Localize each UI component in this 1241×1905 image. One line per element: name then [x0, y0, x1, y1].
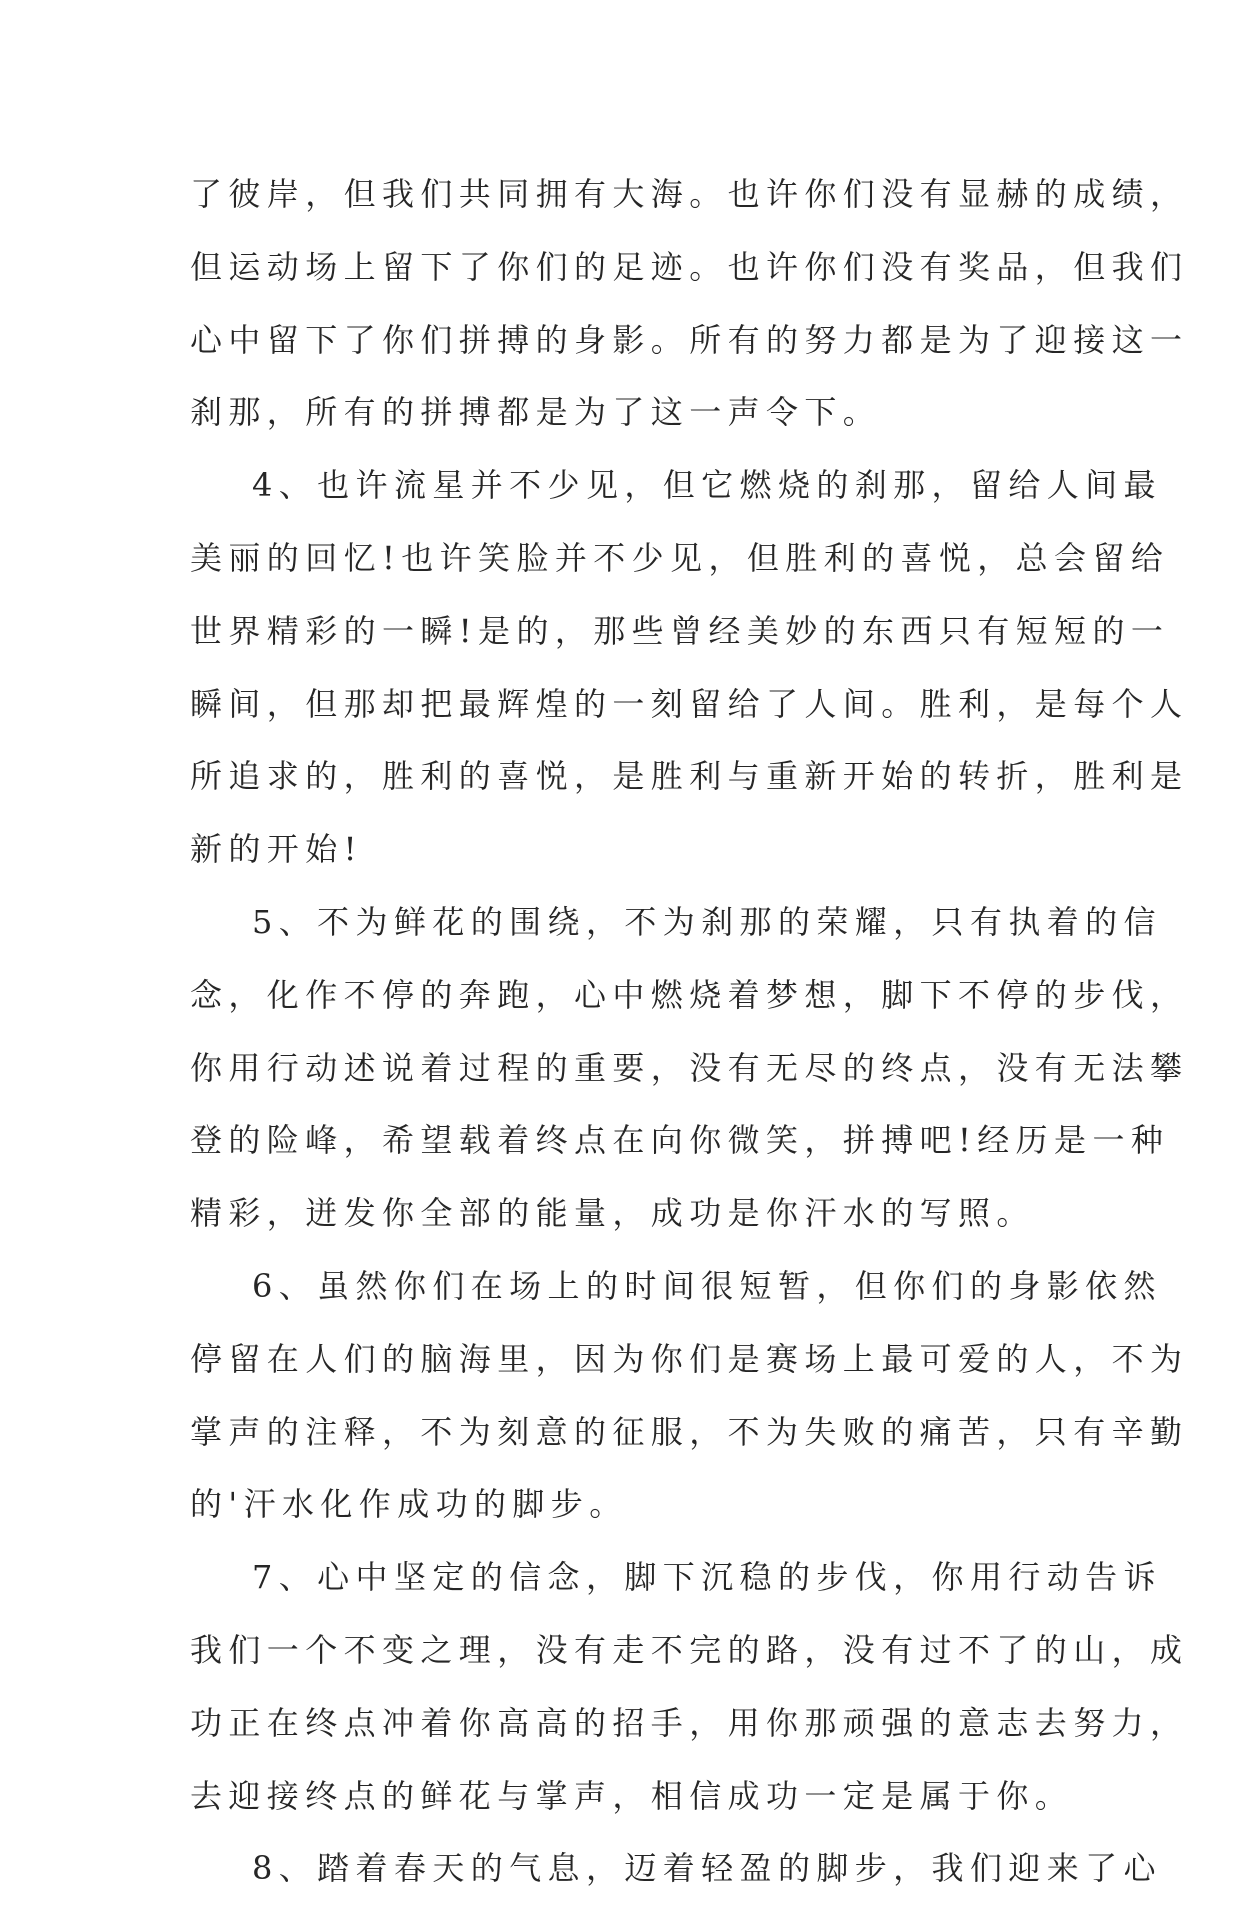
text-line: 我们一个不变之理，没有走不完的路，没有过不了的山，成: [190, 1630, 1189, 1669]
document-body: [190, 158, 1189, 1905]
paragraph-8-first-line: 8、踏着春天的气息，迈着轻盈的脚步，我们迎来了心: [252, 1849, 1162, 1888]
paragraph-6-first-line: 6、虽然你们在场上的时间很短暂，但你们的身影依然: [252, 1266, 1162, 1305]
text-line: 但运动场上留下了你们的足迹。也许你们没有奖品，但我们: [190, 247, 1189, 286]
paragraph-5-first-line: 5、不为鲜花的围绕，不为刹那的荣耀，只有执着的信: [252, 902, 1162, 941]
paragraph-4-first-line: 4、也许流星并不少见，但它燃烧的刹那，留给人间最: [252, 466, 1162, 505]
text-line: 的'汗水化作成功的脚步。: [190, 1485, 628, 1524]
text-line: 刹那，所有的拼搏都是为了这一声令下。: [190, 393, 882, 432]
text-line: 了彼岸，但我们共同拥有大海。也许你们没有显赫的成绩，: [190, 175, 1189, 213]
text-line: 你用行动述说着过程的重要，没有无尽的终点，没有无法攀: [190, 1048, 1189, 1087]
text-line: 所追求的，胜利的喜悦，是胜利与重新开始的转折，胜利是: [190, 757, 1189, 796]
text-line: 瞬间，但那却把最辉煌的一刻留给了人间。胜利，是每个人: [190, 684, 1189, 723]
text-line: 世界精彩的一瞬!是的，那些曾经美妙的东西只有短短的一: [190, 611, 1170, 650]
text-line: 停留在人们的脑海里，因为你们是赛场上最可爱的人，不为: [190, 1339, 1189, 1378]
text-line: 功正在终点冲着你高高的招手，用你那顽强的意志去努力，: [190, 1703, 1189, 1742]
text-line: 去迎接终点的鲜花与掌声，相信成功一定是属于你。: [190, 1776, 1074, 1815]
text-line: 美丽的回忆!也许笑脸并不少见，但胜利的喜悦，总会留给: [190, 538, 1170, 577]
text-line: 掌声的注释，不为刻意的征服，不为失败的痛苦，只有辛勤: [190, 1412, 1189, 1451]
text-line: 精彩，迸发你全部的能量，成功是你汗水的写照。: [190, 1194, 1035, 1233]
text-line: 登的险峰，希望载着终点在向你微笑，拼搏吧!经历是一种: [190, 1121, 1170, 1160]
text-line: 新的开始!: [190, 830, 363, 869]
text-line: 念，化作不停的奔跑，心中燃烧着梦想，脚下不停的步伐，: [190, 975, 1189, 1014]
text-line: 心中留下了你们拼搏的身影。所有的努力都是为了迎接这一: [190, 320, 1189, 359]
paragraph-7-first-line: 7、心中坚定的信念，脚下沉稳的步伐，你用行动告诉: [252, 1558, 1162, 1597]
